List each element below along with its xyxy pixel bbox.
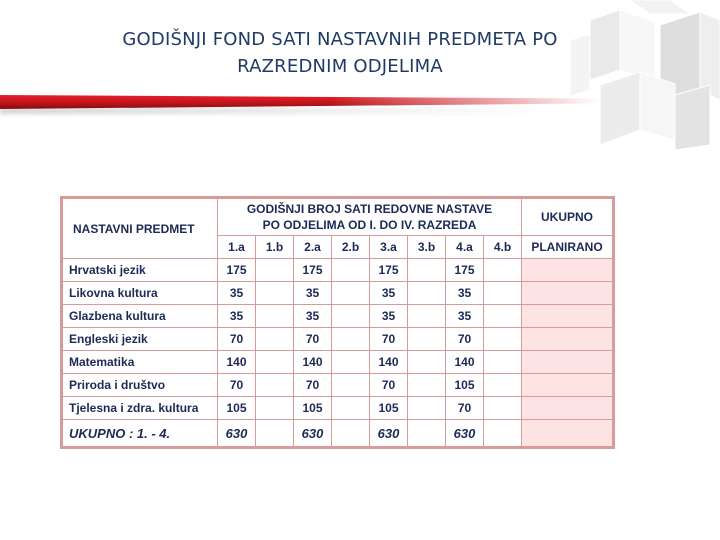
annual-hours-table bbox=[62, 198, 613, 447]
subject-name: Likovna kultura bbox=[63, 282, 218, 305]
planned-grand-total-cell bbox=[522, 420, 613, 447]
hours-cell bbox=[332, 282, 370, 305]
header-class-2a: 2.a bbox=[294, 236, 332, 259]
title-underline-shadow bbox=[0, 108, 560, 114]
hours-cell: 35 bbox=[294, 305, 332, 328]
hours-cell bbox=[256, 305, 294, 328]
planned-total-cell bbox=[522, 259, 613, 282]
header-class-1a: 1.a bbox=[218, 236, 256, 259]
hours-cell: 105 bbox=[370, 397, 408, 420]
annual-hours-table-frame bbox=[60, 196, 615, 449]
header-annual-hours bbox=[218, 199, 522, 236]
hours-cell bbox=[332, 328, 370, 351]
hours-cell: 70 bbox=[218, 328, 256, 351]
hours-cell bbox=[256, 328, 294, 351]
planned-total-cell bbox=[522, 305, 613, 328]
hours-cell: 70 bbox=[294, 374, 332, 397]
hours-cell: 105 bbox=[218, 397, 256, 420]
subject-name: Hrvatski jezik bbox=[63, 259, 218, 282]
header-class-1b: 1.b bbox=[256, 236, 294, 259]
planned-total-cell bbox=[522, 351, 613, 374]
hours-cell bbox=[332, 374, 370, 397]
hours-cell bbox=[408, 282, 446, 305]
hours-cell: 35 bbox=[218, 305, 256, 328]
total-hours-cell bbox=[332, 420, 370, 447]
hours-cell bbox=[332, 351, 370, 374]
header-class-4a: 4.a bbox=[446, 236, 484, 259]
hours-cell: 70 bbox=[446, 328, 484, 351]
total-hours-cell bbox=[484, 420, 522, 447]
hours-cell: 70 bbox=[370, 374, 408, 397]
table-row bbox=[63, 305, 613, 328]
hours-cell: 105 bbox=[294, 397, 332, 420]
header-row-1 bbox=[63, 199, 613, 236]
subject-name: Glazbena kultura bbox=[63, 305, 218, 328]
slide-title-line-2: RAZREDNIM ODJELIMA bbox=[237, 56, 443, 77]
hours-cell bbox=[484, 328, 522, 351]
slide-title bbox=[40, 26, 640, 80]
table-row bbox=[63, 259, 613, 282]
hours-cell: 70 bbox=[294, 328, 332, 351]
hours-cell bbox=[408, 397, 446, 420]
hours-cell: 175 bbox=[294, 259, 332, 282]
hours-cell: 175 bbox=[370, 259, 408, 282]
slide-title-line-1: GODIŠNJI FOND SATI NASTAVNIH PREDMETA PO bbox=[122, 29, 558, 50]
title-underline-bar bbox=[0, 95, 600, 109]
hours-cell bbox=[484, 351, 522, 374]
decorative-cubes-graphic bbox=[560, 0, 720, 150]
hours-cell bbox=[484, 374, 522, 397]
table-row bbox=[63, 374, 613, 397]
hours-cell bbox=[256, 374, 294, 397]
planned-total-cell bbox=[522, 397, 613, 420]
hours-cell: 175 bbox=[446, 259, 484, 282]
hours-cell: 35 bbox=[218, 282, 256, 305]
table-row bbox=[63, 282, 613, 305]
hours-cell: 70 bbox=[218, 374, 256, 397]
subject-name: Engleski jezik bbox=[63, 328, 218, 351]
hours-cell: 35 bbox=[370, 282, 408, 305]
header-annual-hours-line-1: GODIŠNJI BROJ SATI REDOVNE NASTAVE bbox=[246, 202, 493, 216]
header-class-4b: 4.b bbox=[484, 236, 522, 259]
subject-name: Matematika bbox=[63, 351, 218, 374]
subject-name: Priroda i društvo bbox=[63, 374, 218, 397]
hours-cell bbox=[332, 305, 370, 328]
header-planned: PLANIRANO bbox=[522, 236, 613, 259]
hours-cell bbox=[484, 305, 522, 328]
hours-cell: 140 bbox=[294, 351, 332, 374]
total-row bbox=[63, 420, 613, 447]
hours-cell bbox=[256, 259, 294, 282]
total-hours-cell: 630 bbox=[218, 420, 256, 447]
total-hours-cell: 630 bbox=[370, 420, 408, 447]
table-row bbox=[63, 351, 613, 374]
planned-total-cell bbox=[522, 374, 613, 397]
hours-cell: 35 bbox=[446, 305, 484, 328]
hours-cell bbox=[332, 259, 370, 282]
hours-cell: 35 bbox=[446, 282, 484, 305]
table-row bbox=[63, 328, 613, 351]
hours-cell bbox=[484, 282, 522, 305]
hours-cell: 70 bbox=[370, 328, 408, 351]
total-hours-cell bbox=[256, 420, 294, 447]
total-label: UKUPNO : 1. - 4. bbox=[63, 420, 218, 447]
table-row bbox=[63, 397, 613, 420]
hours-cell bbox=[256, 351, 294, 374]
hours-cell bbox=[408, 351, 446, 374]
hours-cell: 140 bbox=[370, 351, 408, 374]
hours-cell bbox=[408, 328, 446, 351]
total-hours-cell bbox=[408, 420, 446, 447]
hours-cell bbox=[408, 374, 446, 397]
header-class-3a: 3.a bbox=[370, 236, 408, 259]
hours-cell bbox=[408, 305, 446, 328]
hours-cell bbox=[332, 397, 370, 420]
header-total: UKUPNO bbox=[522, 199, 613, 236]
hours-cell bbox=[484, 259, 522, 282]
header-class-2b: 2.b bbox=[332, 236, 370, 259]
hours-cell bbox=[256, 282, 294, 305]
hours-cell bbox=[484, 397, 522, 420]
hours-cell: 70 bbox=[446, 397, 484, 420]
hours-cell: 105 bbox=[446, 374, 484, 397]
planned-total-cell bbox=[522, 282, 613, 305]
planned-total-cell bbox=[522, 328, 613, 351]
header-annual-hours-line-2: PO ODJELIMA OD I. DO IV. RAZREDA bbox=[262, 218, 477, 232]
hours-cell: 175 bbox=[218, 259, 256, 282]
subject-name: Tjelesna i zdra. kultura bbox=[63, 397, 218, 420]
hours-cell bbox=[408, 259, 446, 282]
hours-cell bbox=[256, 397, 294, 420]
total-hours-cell: 630 bbox=[294, 420, 332, 447]
hours-cell: 140 bbox=[446, 351, 484, 374]
header-subject: NASTAVNI PREDMET bbox=[63, 199, 218, 259]
total-hours-cell: 630 bbox=[446, 420, 484, 447]
hours-cell: 35 bbox=[294, 282, 332, 305]
hours-cell: 35 bbox=[370, 305, 408, 328]
header-class-3b: 3.b bbox=[408, 236, 446, 259]
hours-cell: 140 bbox=[218, 351, 256, 374]
